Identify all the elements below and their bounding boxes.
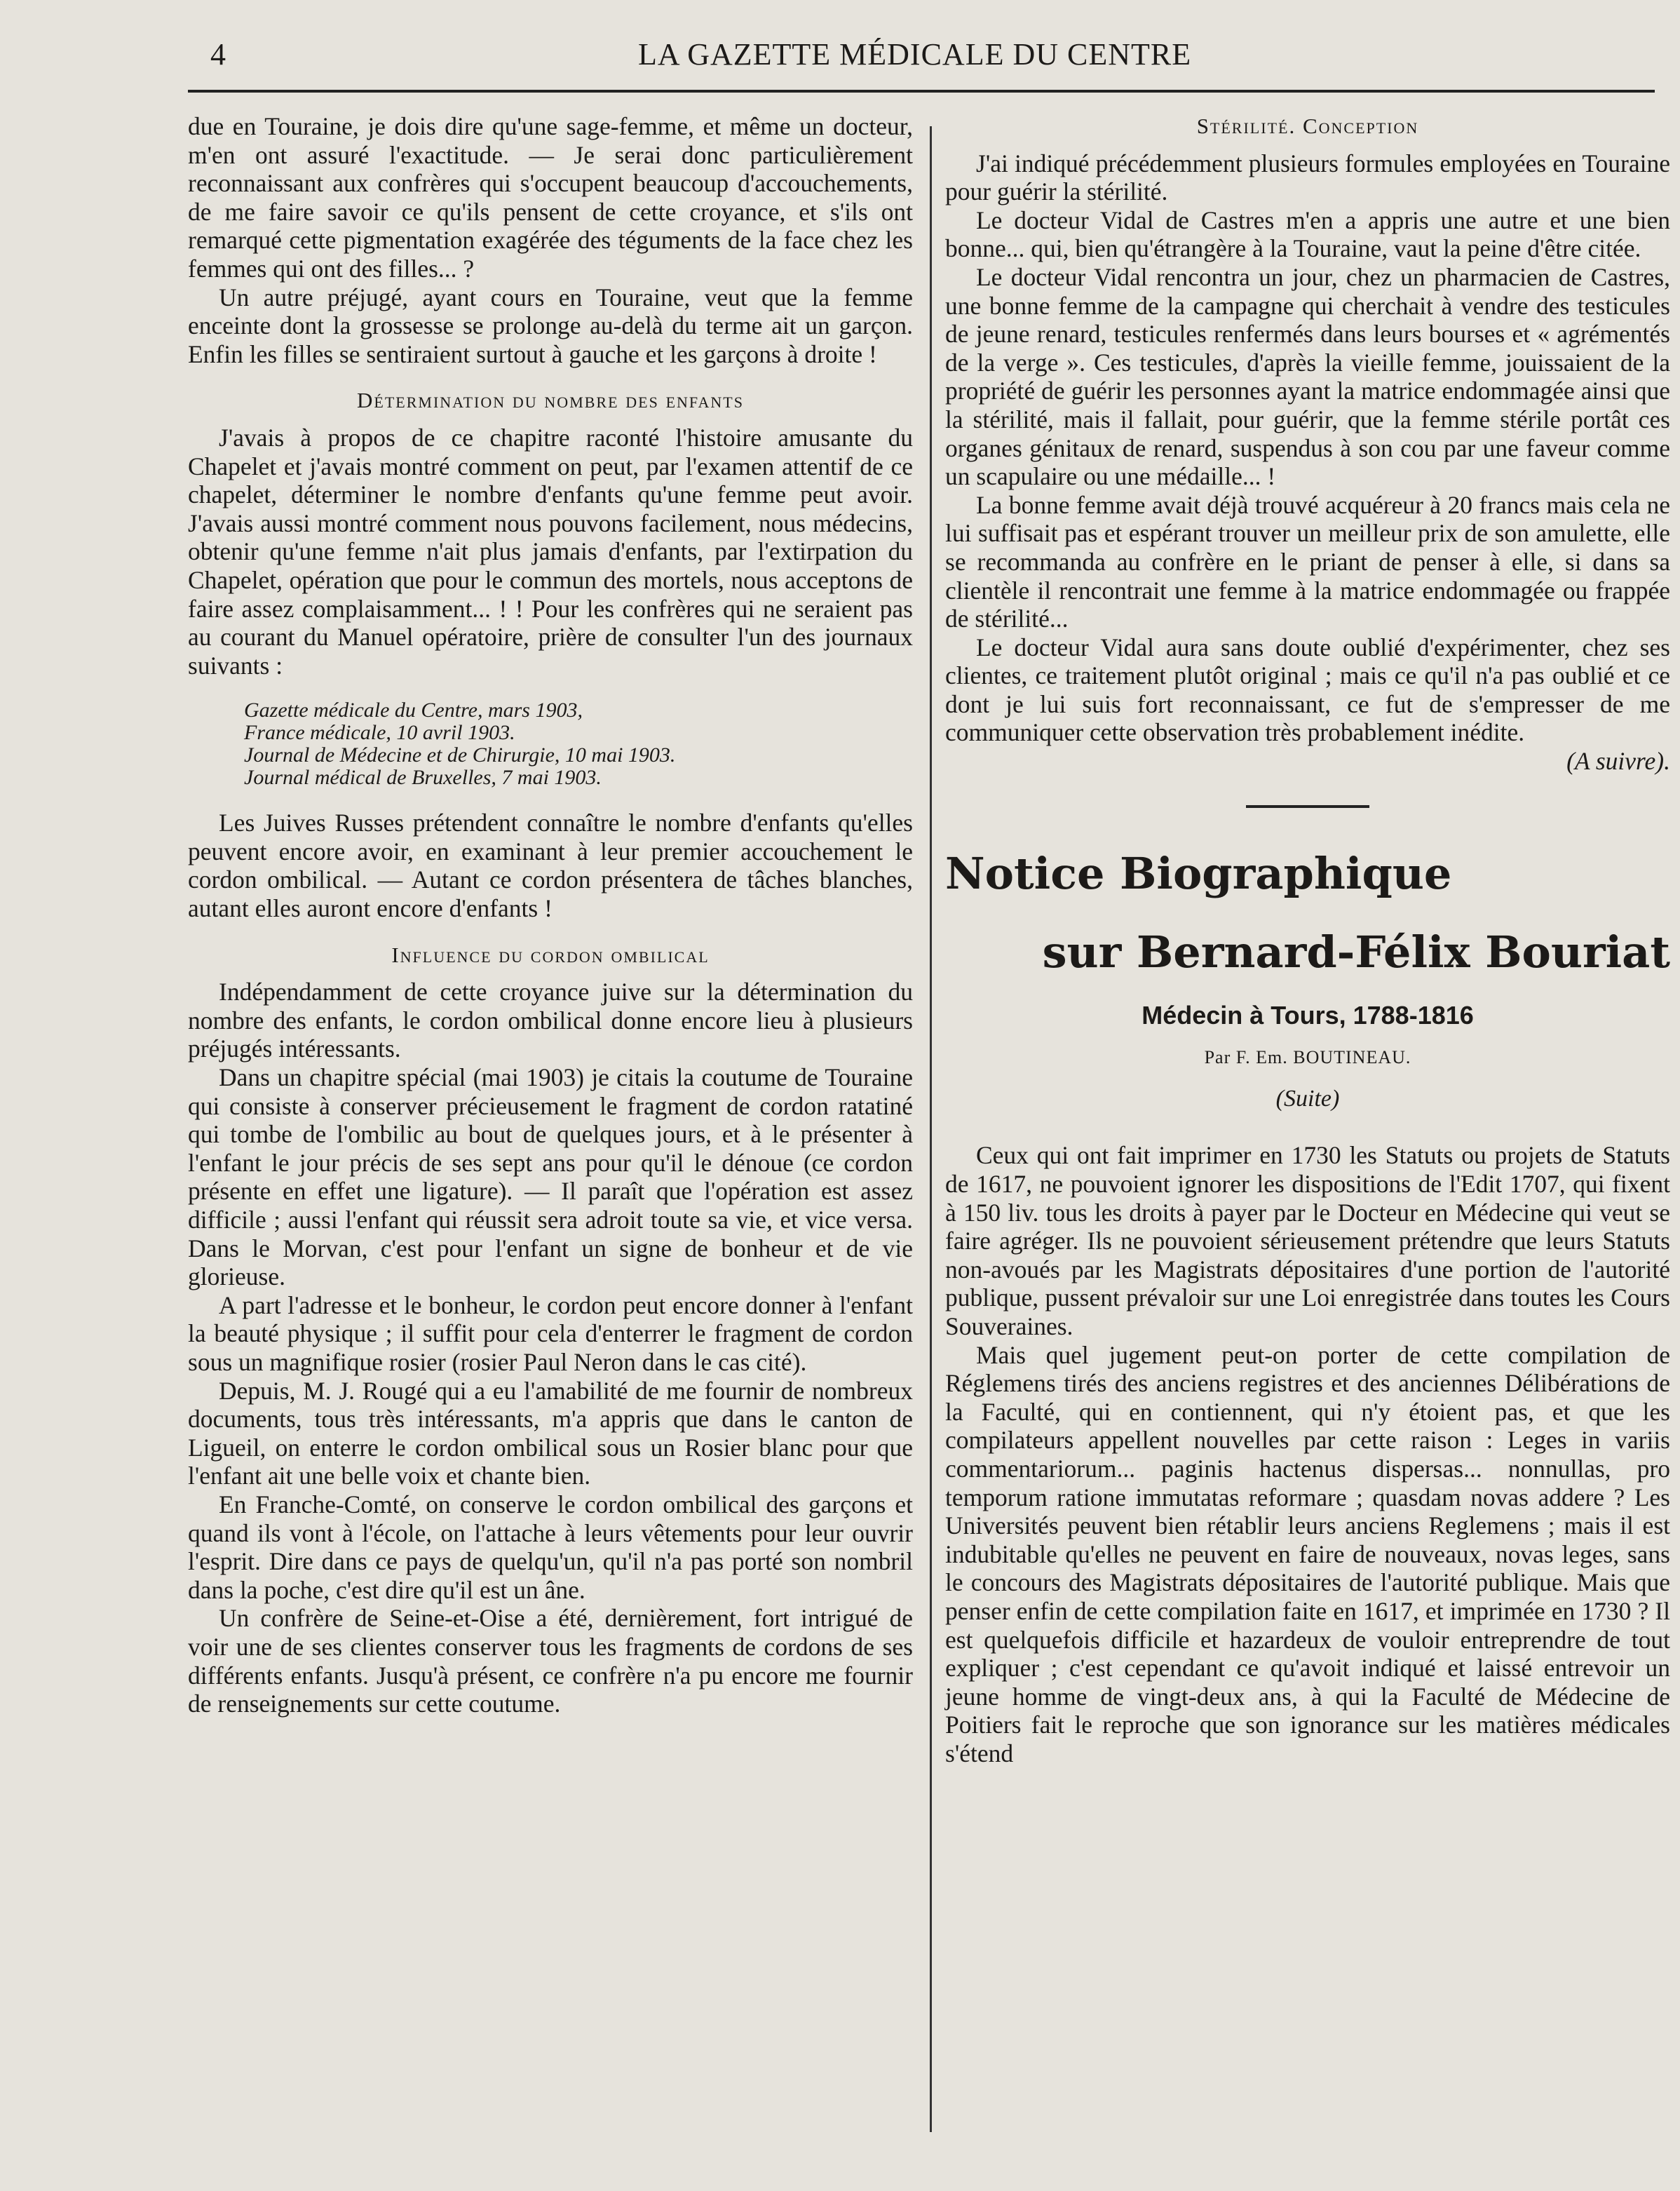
paragraph: Un autre préjugé, ayant cours en Touraine, veut que la femme enceinte dont la grossesse se prolonge au-delà du terme ait un garçon. Enfin les filles se sentiraient surtout à gauche et les garçons à droite ! — [188, 283, 913, 368]
reference-list — [244, 699, 913, 789]
paragraph: J'ai indiqué précédemment plusieurs formules employées en Touraine pour guérir la stérilité. — [945, 149, 1670, 206]
notice-author: Par F. Em. BOUTINEAU. — [1204, 1047, 1411, 1068]
notice-subtitle: Médecin à Tours, 1788-1816 — [1142, 1000, 1474, 1030]
header-rule — [188, 90, 1655, 93]
paragraph: Les Juives Russes prétendent connaître le nombre d'enfants qu'elles peuvent encore avoir, en examinant à leur premier accouchement le cordon ombilical. — Autant ce cordon présentera de tâches blanches, autant elles auront encore d'enfants ! — [188, 809, 913, 923]
to-be-continued: (A suivre). — [1566, 747, 1670, 776]
reference-item: Gazette médicale du Centre, mars 1903, — [244, 699, 583, 722]
left-column — [188, 112, 913, 1718]
reference-item: Journal médical de Bruxelles, 7 mai 1903. — [244, 766, 602, 790]
paragraph: Le docteur Vidal de Castres m'en a appris une autre et une bien bonne... qui, bien qu'étrangère à la Touraine, vaut la peine d'être citée. — [945, 205, 1670, 263]
separator-rule — [1246, 805, 1369, 808]
paragraph: Dans un chapitre spécial (mai 1903) je citais la coutume de Touraine qui consiste à conserver précieusement le fragment de cordon ratatiné qui tombe de l'ombilic au bout de quelques jours, et à le présenter à l'enfant le jour précis de ses sept ans pour qu'il le dénoue (ce cordon présente en effet une ligature). — Il paraît que l'opération est assez difficile ; aussi l'enfant qui réussit sera adroit toute sa vie, et vice versa. Dans le Morvan, c'est pour l'enfant un signe de bonheur et de vie glorieuse. — [188, 1063, 913, 1291]
page-number: 4 — [210, 37, 226, 72]
paragraph: Indépendamment de cette croyance juive sur la détermination du nombre des enfants, le cordon ombilical donne encore lieu à plusieurs préjugés intéressants. — [188, 978, 913, 1063]
reference-item: France médicale, 10 avril 1903. — [244, 721, 515, 745]
paragraph: Le docteur Vidal rencontra un jour, chez un pharmacien de Castres, une bonne femme de la campagne qui cherchait à vendre des testicules de jeune renard, testicules renfermés dans leurs bourses et « agrémentés de la verge ». Ces testicules, d'après la vieille femme, jouissaient de la propriété de guérir les personnes ayant la matrice endommagée ainsi que la stérilité, mais il fallait, pour guérir, que la femme stérile portât ces organes génitaux de renard, suspendus à son cou par une faveur comme un scapulaire ou une médaille... ! — [945, 262, 1670, 491]
column-divider — [930, 126, 932, 2132]
paragraph: A part l'adresse et le bonheur, le cordon peut encore donner à l'enfant la beauté physique ; il suffit pour cela d'enterrer le fragment de cordon sous un magnifique rosier (rosier Paul Neron dans le cas cité). — [188, 1290, 913, 1376]
paragraph: La bonne femme avait déjà trouvé acquéreur à 20 francs mais cela ne lui suffisait pas et espérant trouver un meilleur prix de son amulette, elle se recommanda au confrère en le priant de penser à elle, si dans sa clientèle il rencontrait une femme à la matrice endommagée ou frappée de stérilité... — [945, 490, 1670, 633]
paragraph: En Franche-Comté, on conserve le cordon ombilical des garçons et quand ils vont à l'école, on l'attache à leurs vêtements pour leur ouvrir l'esprit. Dire dans ce pays de quelqu'un, qu'il n'a pas porté son nombril dans la poche, c'est dire qu'il est un âne. — [188, 1490, 913, 1604]
section-heading: Stérilité. Conception — [1196, 114, 1419, 138]
section-heading: Influence du cordon ombilical — [391, 942, 710, 967]
paragraph: Mais quel jugement peut-on porter de cette compilation de Réglemens tirés des anciens registres et des anciennes Délibérations de la Faculté, qui en contiennent, qui n'y étoient pas, et que les compilateurs appellent nouvelles par cette raison : Leges in variis commentariorum... paginis hactenus dispersas... nonnullas, pro temporum ratione immutatas reformare ; quasdam novas addere ? Les Universités peuvent bien rétablir leurs anciens Reglemens ; mais il est indubitable qu'elles ne peuvent en faire de nouveaux, novas leges, sans le concours des Magistrats dépositaires de l'autorité publique. Mais que penser enfin de cette compilation faite en 1617, et imprimée en 1730 ? Il est quelquefois difficile et hazardeux de vouloir entreprendre de tout expliquer ; c'est cependant ce qu'avoit indiqué et laissé entrevoir un jeune homme de vingt-deux ans, à qui la Faculté de Médecine de Poitiers fait le reproche que son ignorance sur les matières médicales s'étend — [945, 1340, 1670, 1767]
page-header — [210, 36, 1220, 79]
paragraph: due en Touraine, je dois dire qu'une sage-femme, et même un docteur, m'en ont assuré l'exactitude. — Je serai donc particulièrement reconnaissant aux confrères qui s'occupent beaucoup d'accouchements, de me faire savoir ce qu'ils pensent de cette croyance, et s'ils ont remarqué cette pigmentation exagérée des téguments de la face chez les femmes qui ont des filles... ? — [188, 112, 913, 283]
right-column — [945, 112, 1670, 1768]
paragraph: Un confrère de Seine-et-Oise a été, dernièrement, fort intrigué de voir une de ses clientes conserver tous les fragments de cordons de ses différents enfants. Jusqu'à présent, ce confrère n'a pu encore me fournir de renseignements sur cette coutume. — [188, 1604, 913, 1718]
notice-title-line-1: Notice Biographique — [945, 847, 1452, 899]
paragraph: Depuis, M. J. Rougé qui a eu l'amabilité de me fournir de nombreux documents, tous très intéressants, m'a appris que dans le canton de Ligueil, on enterre le cordon ombilical sous un Rosier blanc pour que l'enfant ait une belle voix et chante bien. — [188, 1376, 913, 1490]
paragraph: Le docteur Vidal aura sans doute oublié d'expérimenter, chez ses clientes, ce traitement plutôt original ; mais ce qu'il n'a pas oublié et ce dont je lui suis fort reconnaissant, ce fut de s'empresser de me communiquer cette observation très probablement inédite. — [945, 633, 1670, 747]
running-title: LA GAZETTE MÉDICALE DU CENTRE — [638, 37, 1192, 72]
section-heading: Détermination du nombre des enfants — [357, 388, 744, 413]
reference-item: Journal de Médecine et de Chirurgie, 10 mai 1903. — [244, 743, 676, 767]
paragraph: Ceux qui ont fait imprimer en 1730 les Statuts ou projets de Statuts de 1617, ne pouvoient ignorer les dispositions de l'Edit 1707, qui fixent à 150 liv. tous les droits à payer par le Docteur en Médecine qui veut se faire agréger. Ils ne pouvoient sérieusement prétendre que leurs Statuts non-avoués par les Magistrats dépositaires d'une portion de l'autorité publique, pussent prévaloir sur une Loi enregistrée dans toutes les Cours Souveraines. — [945, 1141, 1670, 1340]
paragraph: J'avais à propos de ce chapitre raconté l'histoire amusante du Chapelet et j'avais montré comment on peut, par l'examen attentif de ce chapelet, déterminer le nombre d'enfants qu'une femme peut avoir. J'avais aussi montré comment nous pouvons facilement, nous médecins, obtenir qu'une femme n'ait plus jamais d'enfants, par l'extirpation du Chapelet, opération que pour le commun des mortels, nous acceptons de faire assez complaisamment... ! ! Pour les confrères qui ne seraient pas au courant du Manuel opératoire, prière de consulter l'un des journaux suivants : — [188, 423, 913, 680]
notice-title-line-2: sur Bernard-Félix Bouriat — [1042, 926, 1670, 978]
notice-continued: (Suite) — [1275, 1085, 1340, 1112]
